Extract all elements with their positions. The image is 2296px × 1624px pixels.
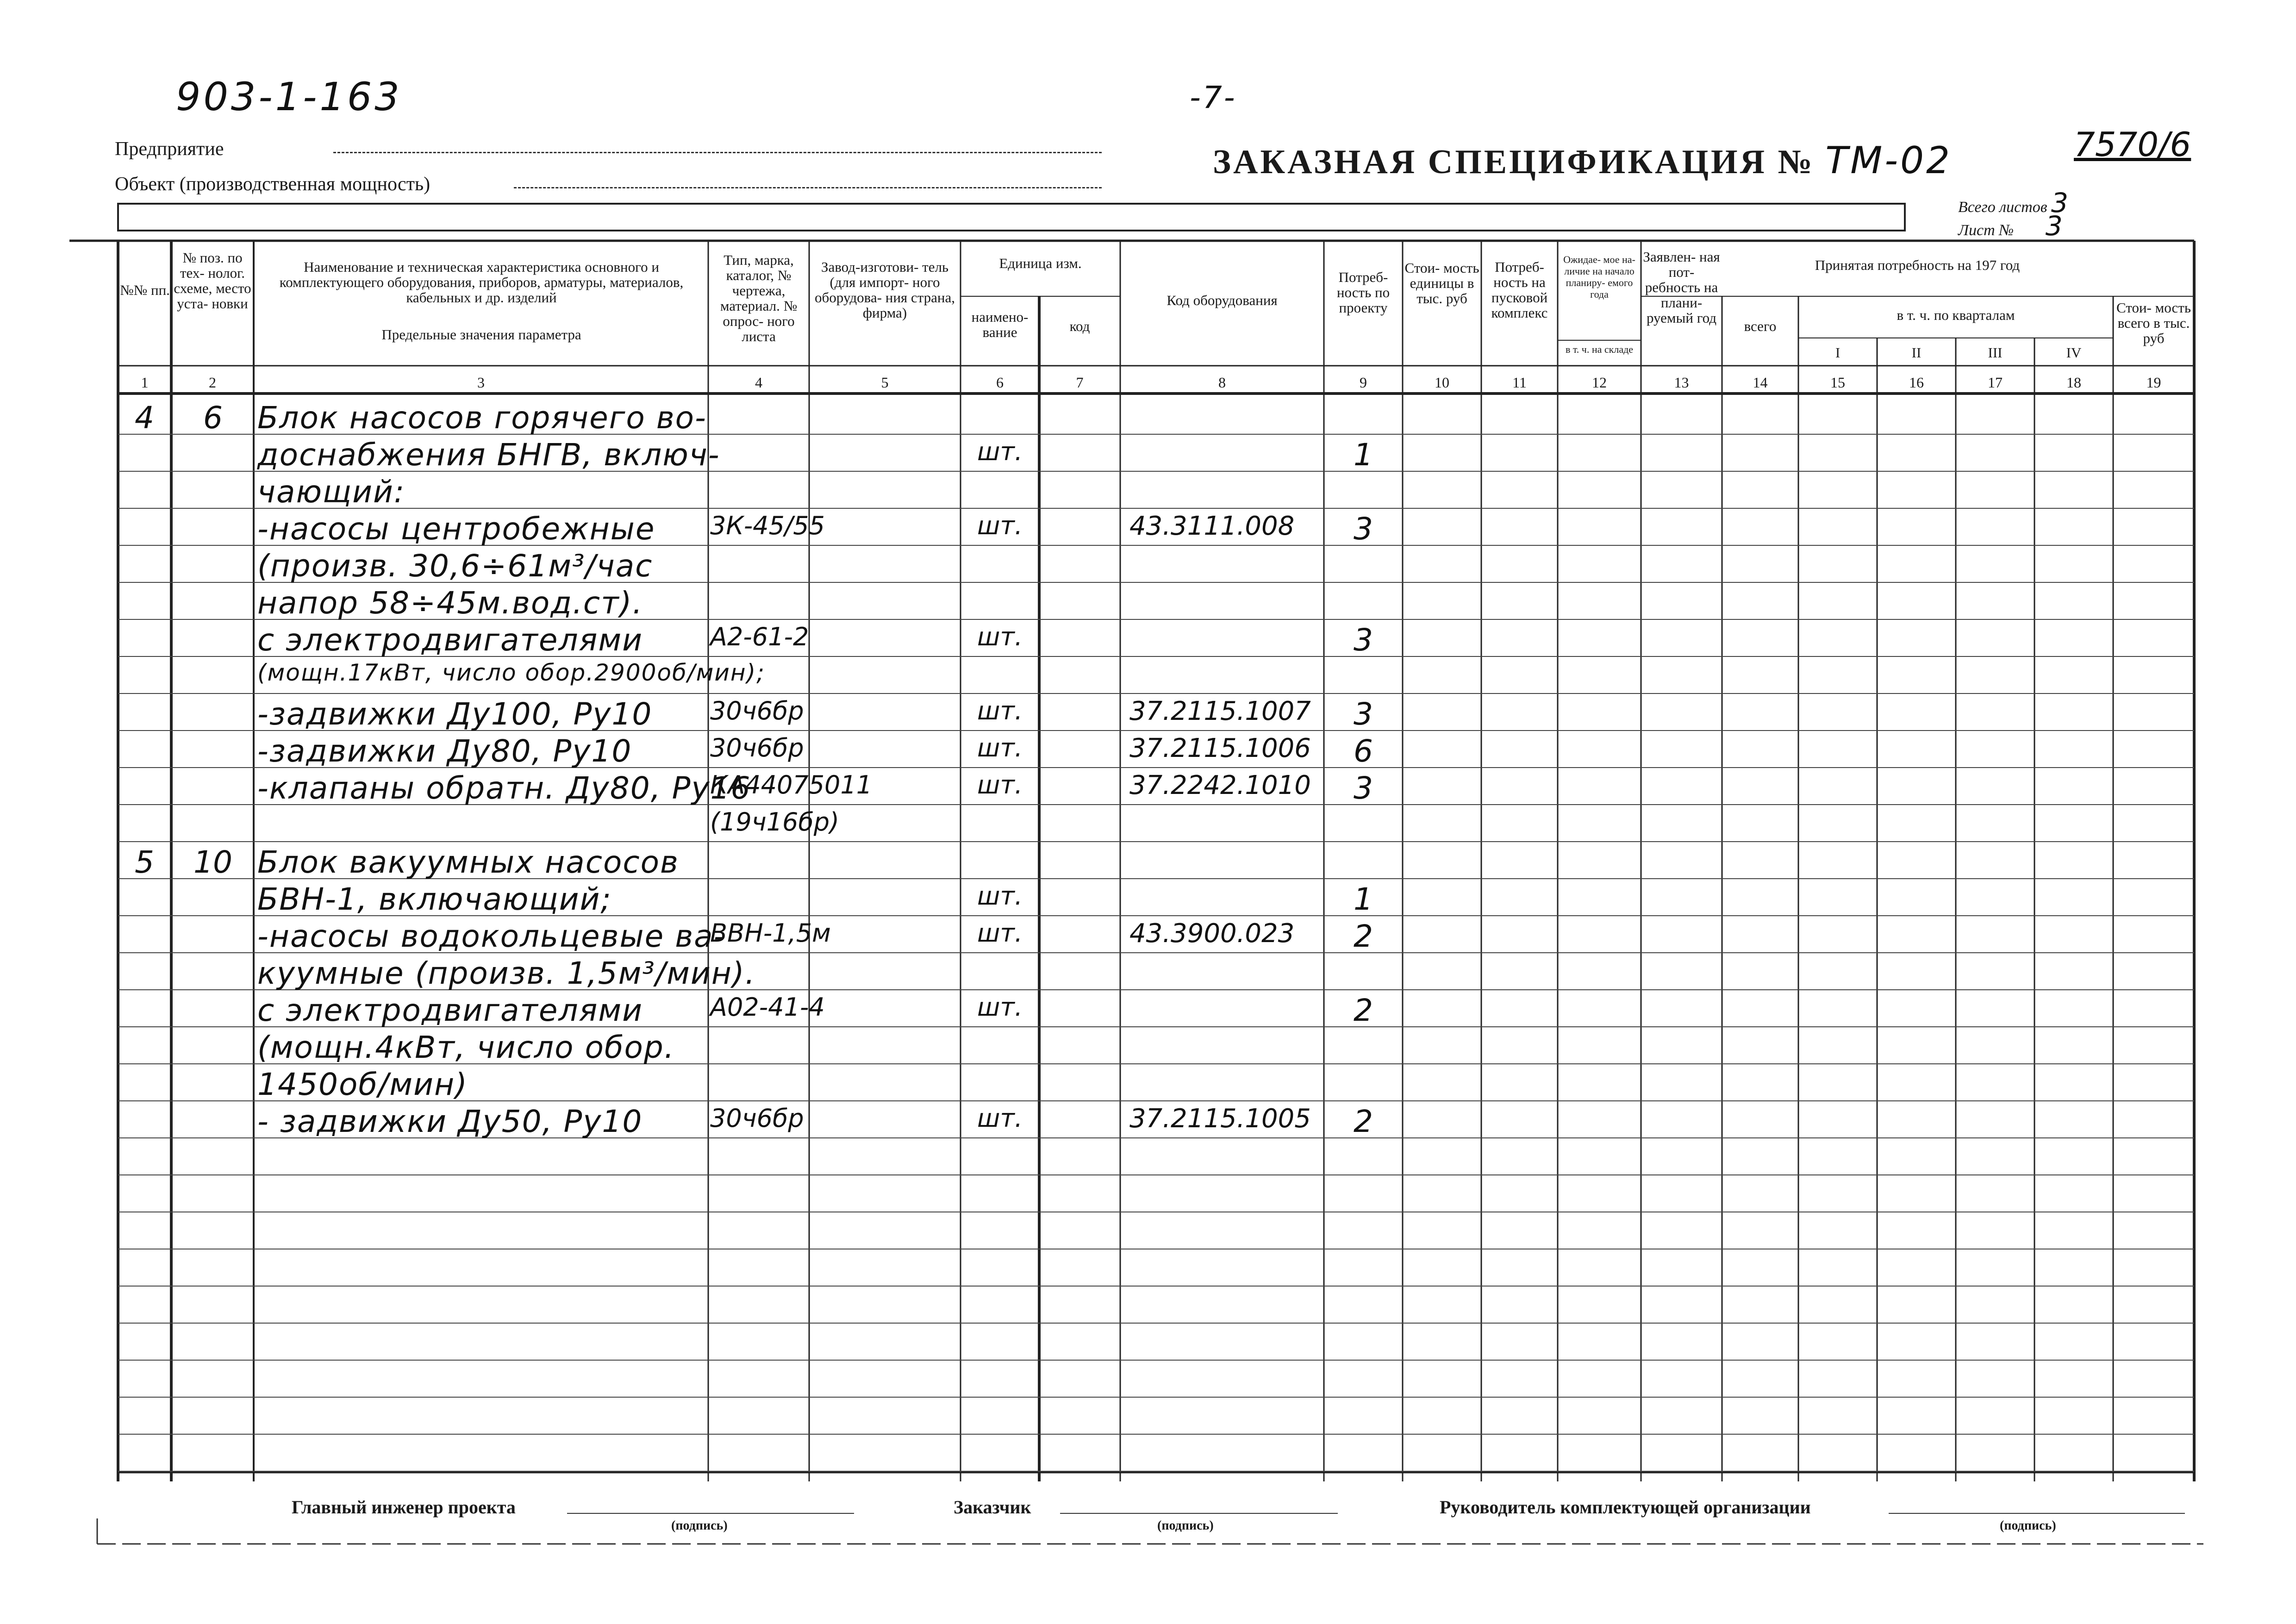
header-declared: Заявлен- ная пот- ребность на плани- руемый год xyxy=(1643,249,1720,326)
cell-unit: шт. xyxy=(977,770,1023,800)
column-number: 7 xyxy=(1076,374,1084,391)
header-unit: Единица изм. xyxy=(999,255,1082,271)
cell-name: -насосы центробежные xyxy=(257,511,655,547)
chief-engineer-signature-line[interactable] xyxy=(567,1513,854,1514)
column-number: 1 xyxy=(141,374,149,391)
header-total-cost: Стои- мость всего в тыс. руб xyxy=(2116,300,2191,346)
header-launch-demand: Потреб- ность на пусковой комплекс xyxy=(1491,259,1548,321)
cell-name: БВН-1, включающий; xyxy=(257,881,612,917)
cell-name: чающий: xyxy=(257,474,406,510)
cell-qty: 6 xyxy=(1354,733,1373,769)
cell-name: -клапаны обратн. Ду80, Ру16 xyxy=(257,770,751,806)
cell-qty: 2 xyxy=(1354,918,1373,954)
cell-unit: шт. xyxy=(977,437,1023,466)
header-q3: III xyxy=(1988,344,2003,361)
sheet-value: 3 xyxy=(2045,210,2063,242)
column-number: 9 xyxy=(1360,374,1367,391)
cell-type: (19ч16бр) xyxy=(710,807,840,837)
title-number: ТМ-02 xyxy=(1825,139,1952,182)
cell-code: 43.3900.023 xyxy=(1129,918,1295,949)
cell-code: 43.3111.008 xyxy=(1129,511,1295,541)
cell-unit: шт. xyxy=(977,622,1023,651)
title-text: ЗАКАЗНАЯ СПЕЦИФИКАЦИЯ № xyxy=(1213,143,1815,181)
chief-engineer-signature-hint: (подпись) xyxy=(671,1518,728,1533)
header-total: всего xyxy=(1744,318,1777,334)
column-number: 4 xyxy=(755,374,762,391)
column-number: 18 xyxy=(2066,374,2081,391)
header-unit-code: код xyxy=(1069,318,1090,334)
header-limits: Предельные значения параметра xyxy=(381,326,581,343)
cell-type: А02-41-4 xyxy=(710,993,825,1022)
cell-qty: 3 xyxy=(1354,770,1373,806)
sheet-label: Лист № xyxy=(1958,222,2014,239)
header-unit-cost: Стои- мость единицы в тыс. руб xyxy=(1404,260,1479,306)
header-position: № поз. по тех- нолог. схеме, место уста- новки xyxy=(174,250,251,312)
header-type: Тип, марка, каталог, № чертежа, материал. № опрос- ного листа xyxy=(720,252,798,344)
column-number: 16 xyxy=(1909,374,1924,391)
column-number: 11 xyxy=(1512,374,1527,391)
total-sheets-value: 3 xyxy=(2051,187,2068,219)
header-q1: I xyxy=(1835,344,1841,361)
column-number: 2 xyxy=(209,374,216,391)
header-quarters: в т. ч. по кварталам xyxy=(1897,307,2015,323)
cell-type: 3К-45/55 xyxy=(710,511,825,540)
cell-unit: шт. xyxy=(977,733,1023,762)
cell-type: 30ч6бр xyxy=(710,733,804,762)
customer-label: Заказчик xyxy=(954,1497,1031,1518)
cell-name: -насосы водокольцевые ва- xyxy=(257,918,726,954)
cell-name: (произв. 30,6÷61м³/час xyxy=(257,548,653,584)
column-number: 14 xyxy=(1753,374,1768,391)
cell-qty: 1 xyxy=(1354,881,1373,917)
cell-unit: шт. xyxy=(977,696,1023,725)
cell-code: 37.2242.1010 xyxy=(1129,770,1311,800)
cell-name: (мощн.17кВт, число обор.2900об/мин); xyxy=(257,659,765,686)
cell-n: 5 xyxy=(135,844,154,880)
cell-name: доснабжения БНГВ, включ- xyxy=(257,437,720,473)
cell-qty: 2 xyxy=(1354,993,1373,1028)
column-number: 17 xyxy=(1988,374,2003,391)
header-equipment-code: Код оборудования xyxy=(1167,292,1278,308)
header-name: Наименование и техническая характеристика основного и комплектующего оборудования, приборов, арматуры, материалов, кабельных и др. изделий xyxy=(279,259,684,306)
column-number: 6 xyxy=(996,374,1004,391)
object-label: Объект (производственная мощность) xyxy=(115,174,430,195)
cell-qty: 1 xyxy=(1354,437,1373,473)
page-number: -7- xyxy=(1190,80,1237,115)
column-number: 10 xyxy=(1435,374,1449,391)
cell-qty: 3 xyxy=(1354,696,1373,732)
cell-type: 30ч6бр xyxy=(710,1104,804,1133)
column-number: 8 xyxy=(1218,374,1226,391)
header-expected: Ожидае- мое на- личие на начало планиру- емого года xyxy=(1563,254,1635,300)
header-in-stock: в т. ч. на складе xyxy=(1565,344,1634,355)
cell-unit: шт. xyxy=(977,881,1023,911)
cell-name: 1450об/мин) xyxy=(257,1067,468,1102)
header-num: №№ пп. xyxy=(120,282,170,298)
cell-qty: 3 xyxy=(1354,511,1373,547)
supplier-head-signature-line[interactable] xyxy=(1889,1513,2185,1514)
header-demand: Потреб- ность по проекту xyxy=(1336,269,1390,316)
cell-code: 37.2115.1007 xyxy=(1129,696,1311,726)
chief-engineer-label: Главный инженер проекта xyxy=(292,1497,516,1518)
cell-name: -задвижки Ду80, Ру10 xyxy=(257,733,632,769)
cell-name: - задвижки Ду50, Ру10 xyxy=(257,1104,643,1139)
cell-name: напор 58÷45м.вод.ст). xyxy=(257,585,643,621)
header-q4: IV xyxy=(2066,344,2082,361)
cell-name: Блок насосов горячего во- xyxy=(257,400,707,436)
cell-type: ВВН-1,5м xyxy=(710,918,831,948)
cell-pos: 6 xyxy=(203,400,223,436)
column-number: 3 xyxy=(477,374,485,391)
cell-name: -задвижки Ду100, Ру10 xyxy=(257,696,653,732)
header-accepted: Принятая потребность на 197 год xyxy=(1815,257,2020,273)
cell-unit: шт. xyxy=(977,511,1023,540)
cell-name: куумные (произв. 1,5м³/мин). xyxy=(257,956,756,991)
cell-name: с электродвигателями xyxy=(257,622,643,658)
header-unit-name: наимено- вание xyxy=(971,309,1029,340)
cell-name: (мощн.4кВт, число обор. xyxy=(257,1030,675,1065)
header-manufacturer: Завод-изготови- тель (для импорт- ного оборудова- ния страна, фирма) xyxy=(815,259,955,321)
inventory-number: 7570/6 xyxy=(2074,125,2191,164)
column-number: 13 xyxy=(1674,374,1689,391)
cell-qty: 2 xyxy=(1354,1104,1373,1139)
cell-unit: шт. xyxy=(977,993,1023,1022)
cell-n: 4 xyxy=(135,400,154,436)
cell-type: 30ч6бр xyxy=(710,696,804,725)
cell-code: 37.2115.1005 xyxy=(1129,1104,1311,1134)
cell-name: с электродвигателями xyxy=(257,993,643,1028)
cell-type: КА44075011 xyxy=(710,770,873,800)
supplier-head-label: Руководитель комплектующей организации xyxy=(1440,1497,1811,1518)
cell-qty: 3 xyxy=(1354,622,1373,658)
total-sheets-label: Всего листов xyxy=(1958,199,2047,216)
enterprise-label: Предприятие xyxy=(115,138,224,160)
cell-pos: 10 xyxy=(193,844,232,880)
customer-signature-hint: (подпись) xyxy=(1157,1518,1214,1533)
cell-name: Блок вакуумных насосов xyxy=(257,844,679,880)
cell-unit: шт. xyxy=(977,1104,1023,1133)
cell-unit: шт. xyxy=(977,918,1023,948)
column-number: 12 xyxy=(1592,374,1607,391)
column-number: 5 xyxy=(881,374,889,391)
supplier-head-signature-hint: (подпись) xyxy=(2000,1518,2056,1533)
cell-code: 37.2115.1006 xyxy=(1129,733,1311,763)
column-number: 15 xyxy=(1830,374,1845,391)
cell-type: А2-61-2 xyxy=(710,622,809,651)
header-q2: II xyxy=(1911,344,1922,361)
customer-signature-line[interactable] xyxy=(1060,1513,1338,1514)
column-number: 19 xyxy=(2146,374,2161,391)
document-code: 903-1-163 xyxy=(176,74,402,119)
